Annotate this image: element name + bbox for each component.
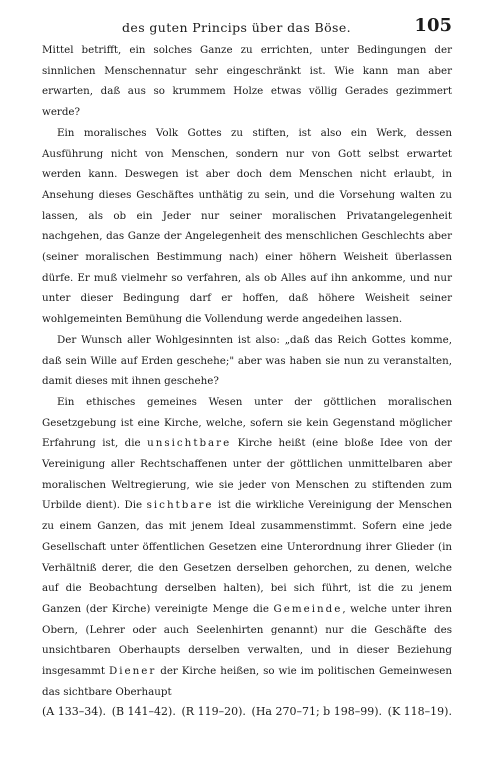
text-run: Kirche heißt (eine bloße Idee von der Vereinigung aller Rechtschaffenen unter der göttlichen unmittelbaren aber moralischen Weltregierung, wie sie jeder von Menschen zu stiftenden zum Urbilde dient). Die bbox=[42, 437, 452, 512]
reference-b: (B 141–42). bbox=[111, 704, 176, 718]
paragraph-4 bbox=[42, 392, 452, 703]
running-title: des guten Princips über das Böse. bbox=[122, 20, 352, 35]
text-run: Mittel betrifft, ein solches Ganze zu errichten, unter Bedingungen der sinnlichen Menschennatur sehr eingeschränkt ist. Wie kann man aber erwarten, daß aus so krummem Holze etwas völlig Gerades gezimmert werde? bbox=[42, 44, 452, 119]
edition-references bbox=[42, 704, 452, 720]
text-run: Ein moralisches Volk Gottes zu stiften, ist also ein Werk, dessen Ausführung nicht von Menschen, sondern nur von Gott selbst erwartet werden kann. Deswegen ist aber doch dem Menschen nicht erlaubt, in Ansehung dieses Geschäftes unthätig zu sein, und die Vorsehung walten zu lassen, als ob ein Jeder nur seiner moralischen Privatangelegenheit nachgehen, das Ganze der Angelegenheit des menschlichen Geschlechts aber (seiner moralischen Bestimmung nach) einer höhern Weisheit überlassen dürfe. Er muß vielmehr so verfahren, als ob Alles auf ihn ankomme, und nur unter dieser Bedingung darf er hoffen, daß höhere Weisheit seiner wohlgemeinten Bemühung die Vollendung werde angedeihen lassen. bbox=[42, 126, 452, 326]
spaced-term: unsichtbare bbox=[147, 437, 232, 450]
reference-ha: (Ha 270–71; b 198–99). bbox=[251, 704, 382, 718]
text-run: ist die wirkliche Vereinigung der Menschen zu einem Ganzen, das mit jenem Ideal zusammenstimmt. Sofern eine jede Gesellschaft unter öffentlichen Gesetzen eine Unterordnung ihrer Glieder (in Verhältniß derer, die den Gesetzen derselben gehorchen, zu denen, welche auf die Beobachtung derselben halten), bei sich führt, ist die zu jenem Ganzen (der Kirche) vereinigte Menge die bbox=[42, 499, 452, 615]
spaced-term: Gemeinde bbox=[273, 602, 343, 615]
page-header bbox=[42, 14, 452, 40]
paragraph-1 bbox=[42, 40, 452, 123]
spaced-term: sichtbare bbox=[146, 499, 214, 512]
reference-r: (R 119–20). bbox=[181, 704, 246, 718]
reference-k: (K 118–19). bbox=[387, 704, 452, 718]
page-number: 105 bbox=[414, 15, 452, 36]
reference-a: (A 133–34). bbox=[42, 704, 107, 718]
paragraph-2 bbox=[42, 123, 452, 330]
paragraph-3 bbox=[42, 330, 452, 392]
text-run: Ein ethisches gemeines Wesen unter der göttlichen moralischen Gesetzgebung ist eine Kirche, welche, sofern sie kein Gegenstand möglicher Erfahrung ist, die bbox=[42, 395, 452, 450]
text-run: Der Wunsch aller Wohlgesinnten ist also: „daß das Reich Gottes komme, daß sein Wille auf Erden geschehe;" aber was haben sie nun zu veranstalten, damit dieses mit ihnen geschehe? bbox=[42, 333, 452, 388]
text-run: der Kirche heißen, so wie im politischen Gemeinwesen das sichtbare Oberhaupt bbox=[42, 665, 452, 698]
text-run: , welche unter ihren Obern, (Lehrer oder auch Seelenhirten genannt) nur die Geschäfte des unsichtbaren Oberhaupts derselben verwalten, und in dieser Beziehung insgesammt bbox=[42, 602, 452, 678]
spaced-term: Diener bbox=[108, 665, 157, 678]
body-text bbox=[42, 40, 452, 703]
